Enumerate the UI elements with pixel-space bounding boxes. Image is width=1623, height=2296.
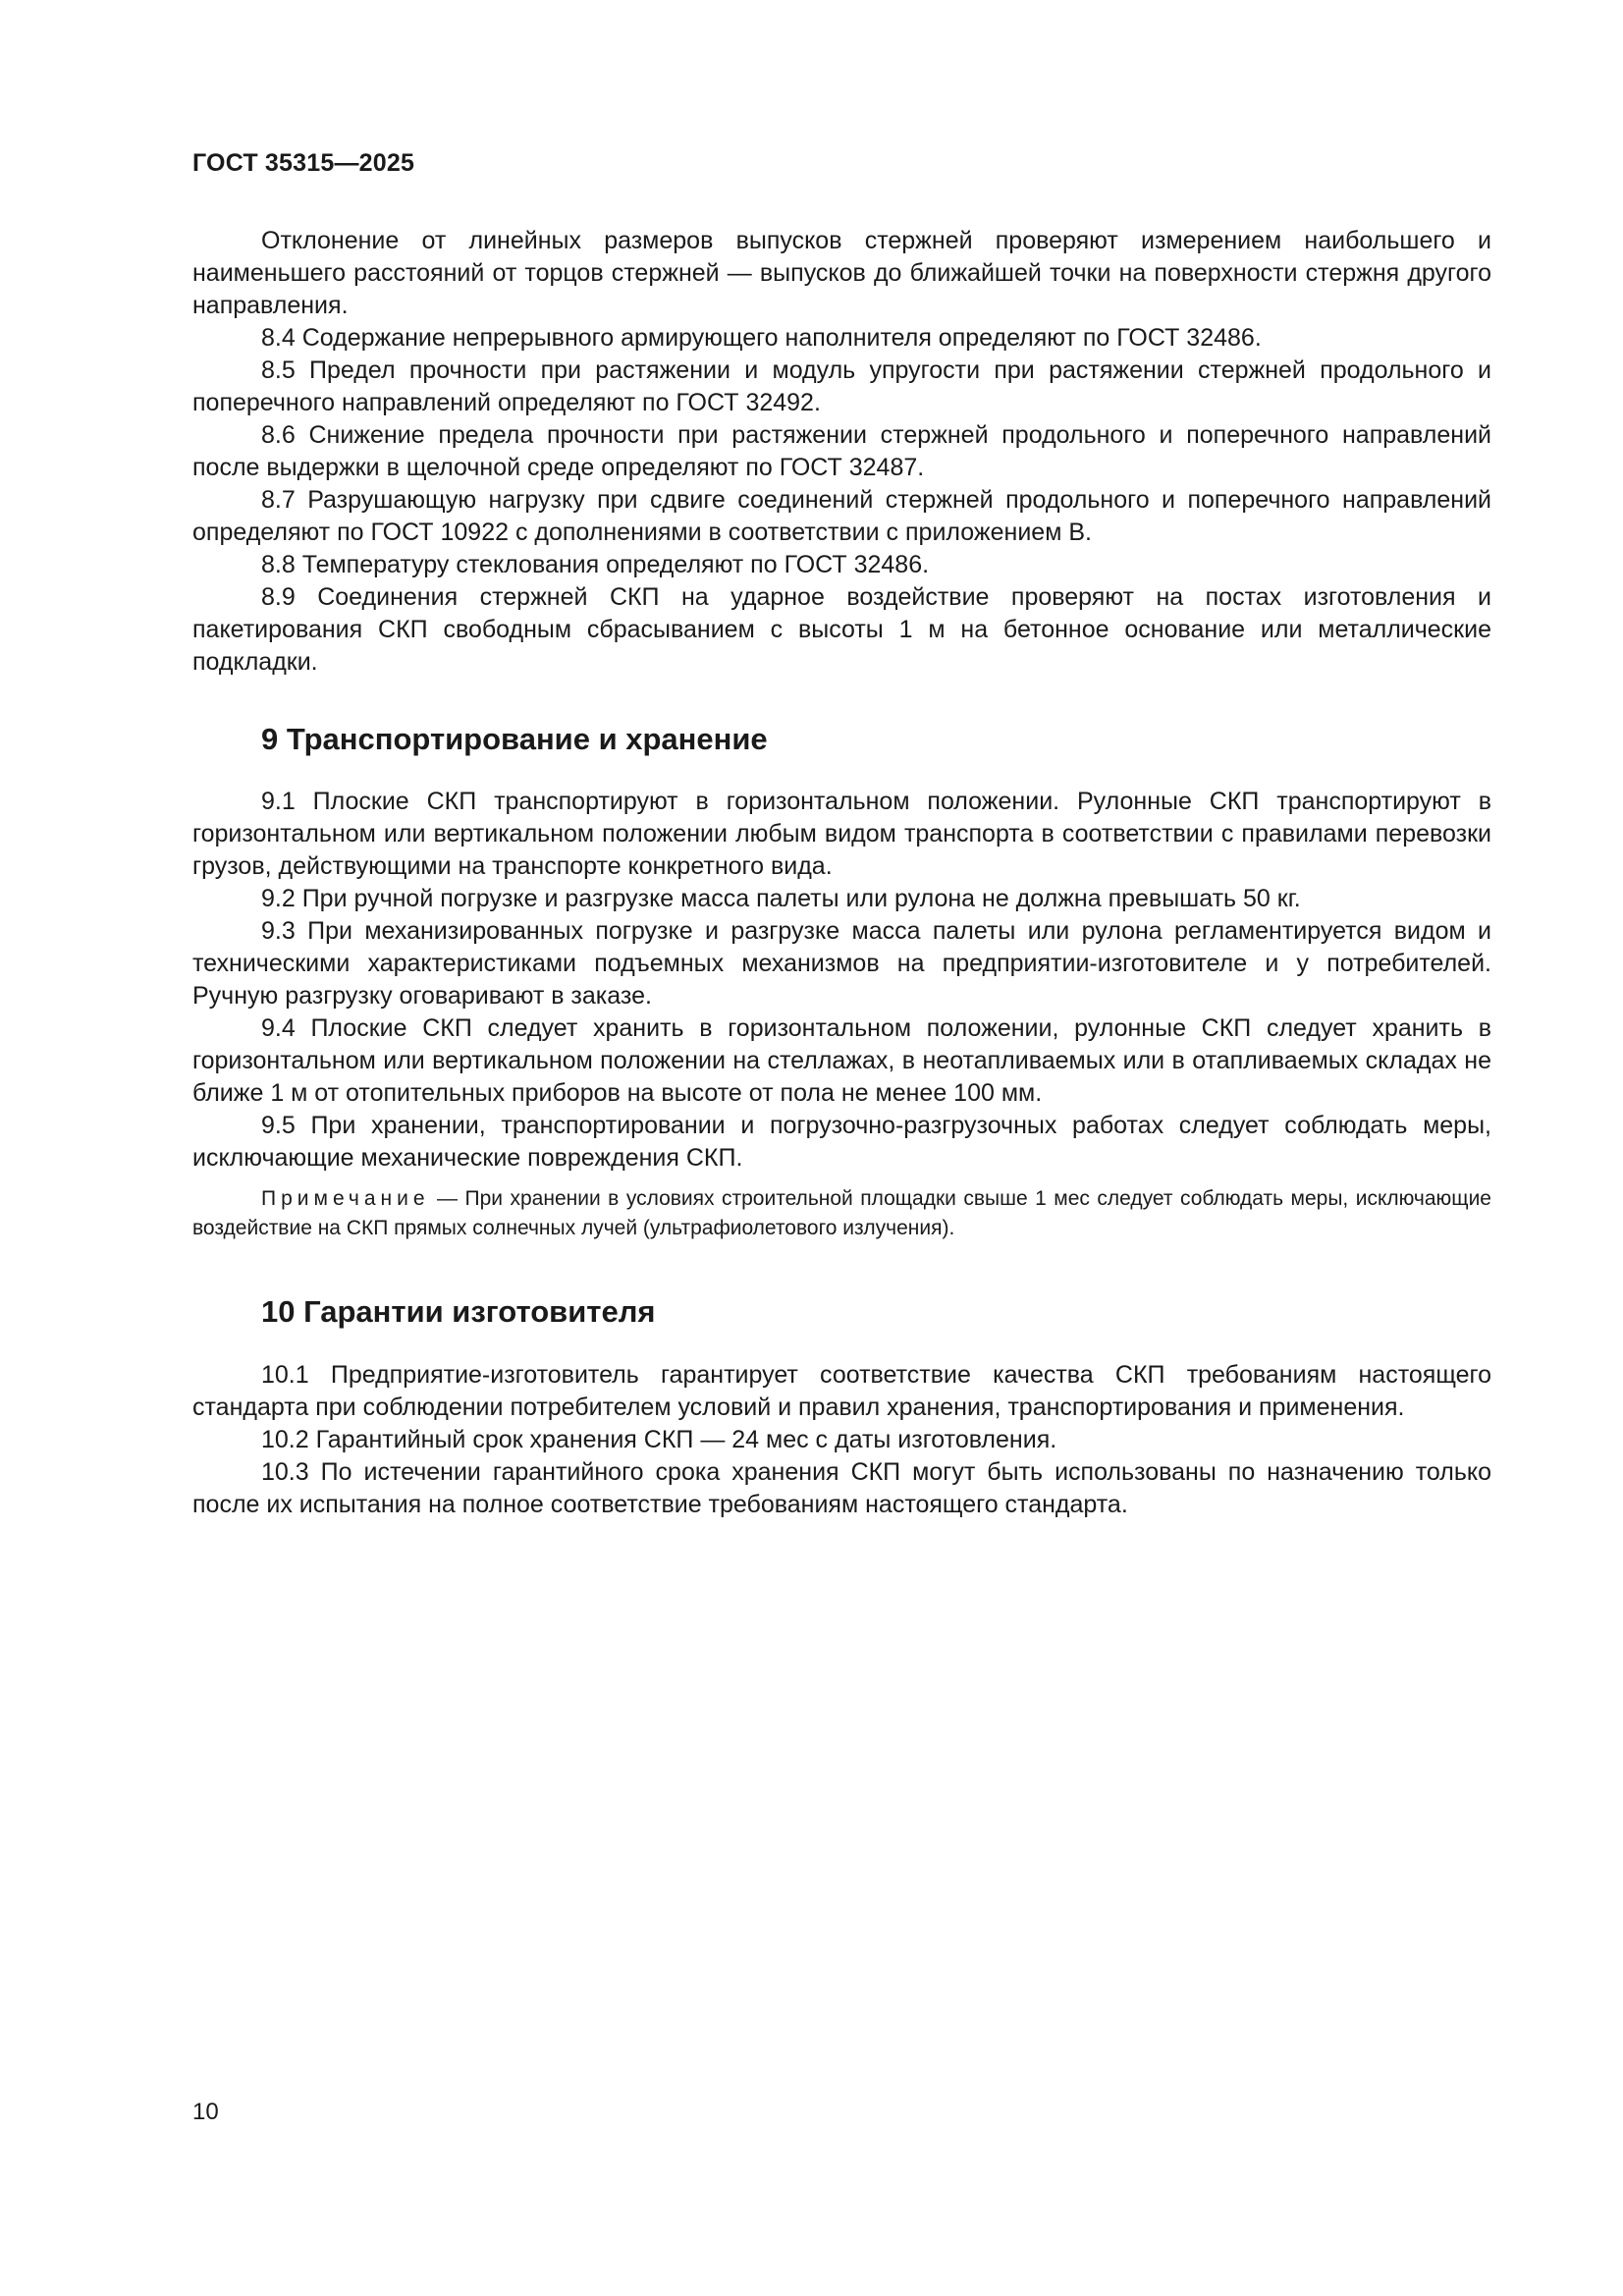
section-10-heading: 10 Гарантии изготовителя: [261, 1294, 656, 1329]
paragraph-8-8: 8.8 Температуру стеклования определяют по ГОСТ 32486.: [261, 551, 930, 578]
section-8-text: [192, 225, 1491, 679]
note-text: — При хранении в условиях строительной площадки свыше 1 мес следует соблюдать меры, исключающие воздействие на СКП прямых солнечных лучей (ультрафиолетового излучения).: [192, 1187, 1491, 1239]
paragraph-8-4: 8.4 Содержание непрерывного армирующего наполнителя определяют по ГОСТ 32486.: [261, 324, 1262, 352]
paragraph-8-7: 8.7 Разрушающую нагрузку при сдвиге соединений стержней продольного и поперечного направлений определяют по ГОСТ 10922 с дополнениями в соответствии с приложением В.: [192, 486, 1491, 546]
paragraph-8-5: 8.5 Предел прочности при растяжении и модуль упругости при растяжении стержней продольного и поперечного направлений определяют по ГОСТ 32492.: [192, 356, 1491, 416]
standard-designation: ГОСТ 35315—2025: [192, 149, 415, 177]
paragraph-8-9: 8.9 Соединения стержней СКП на ударное воздействие проверяют на постах изготовления и пакетирования СКП свободным сбрасыванием с высоты 1 м на бетонное основание или металлические подкладки.: [192, 583, 1491, 676]
paragraph-9-4: 9.4 Плоские СКП следует хранить в горизонтальном положении, рулонные СКП следует хранить в горизонтальном или вертикальном положении на стеллажах, в неотапливаемых или в отапливаемых складах не ближе 1 м от отопительных приборов на высоте от пола не менее 100 мм.: [192, 1014, 1491, 1107]
paragraph-10-2: 10.2 Гарантийный срок хранения СКП — 24 мес с даты изготовления.: [261, 1426, 1057, 1453]
paragraph-9-3: 9.3 При механизированных погрузке и разгрузке масса палеты или рулона регламентируется видом и техническими характеристиками подъемных механизмов на предприятии-изготовителе и у потребителей. Ручную разгрузку оговаривают в заказе.: [192, 917, 1491, 1010]
paragraph: Отклонение от линейных размеров выпусков стержней проверяют измерением наибольшего и наименьшего расстояний от торцов стержней — выпусков до ближайшей точки на поверхности стержня другого направления.: [192, 227, 1491, 319]
paragraph-9-1: 9.1 Плоские СКП транспортируют в горизонтальном положении. Рулонные СКП транспортируют в горизонтальном или вертикальном положении любым видом транспорта в соответствии с правилами перевозки грузов, действующими на транспорте конкретного вида.: [192, 788, 1491, 880]
note: [192, 1184, 1491, 1243]
page-number: 10: [192, 2099, 219, 2125]
paragraph-10-1: 10.1 Предприятие-изготовитель гарантирует соответствие качества СКП требованиям настоящего стандарта при соблюдении потребителем условий и правил хранения, транспортирования и применения.: [192, 1361, 1491, 1421]
paragraph-9-5: 9.5 При хранении, транспортировании и погрузочно-разгрузочных работах следует соблюдать меры, исключающие механические повреждения СКП.: [192, 1112, 1491, 1172]
note-label: Примечание: [261, 1187, 430, 1210]
section-9-heading: 9 Транспортирование и хранение: [261, 722, 768, 756]
paragraph-9-2: 9.2 При ручной погрузке и разгрузке масса палеты или рулона не должна превышать 50 кг.: [261, 885, 1301, 912]
section-9-text: [192, 786, 1491, 1175]
paragraph-8-6: 8.6 Снижение предела прочности при растяжении стержней продольного и поперечного направлений после выдержки в щелочной среде определяют по ГОСТ 32487.: [192, 421, 1491, 481]
paragraph-10-3: 10.3 По истечении гарантийного срока хранения СКП могут быть использованы по назначению только после их испытания на полное соответствие требованиям настоящего стандарта.: [192, 1458, 1491, 1518]
section-10-text: [192, 1359, 1491, 1521]
